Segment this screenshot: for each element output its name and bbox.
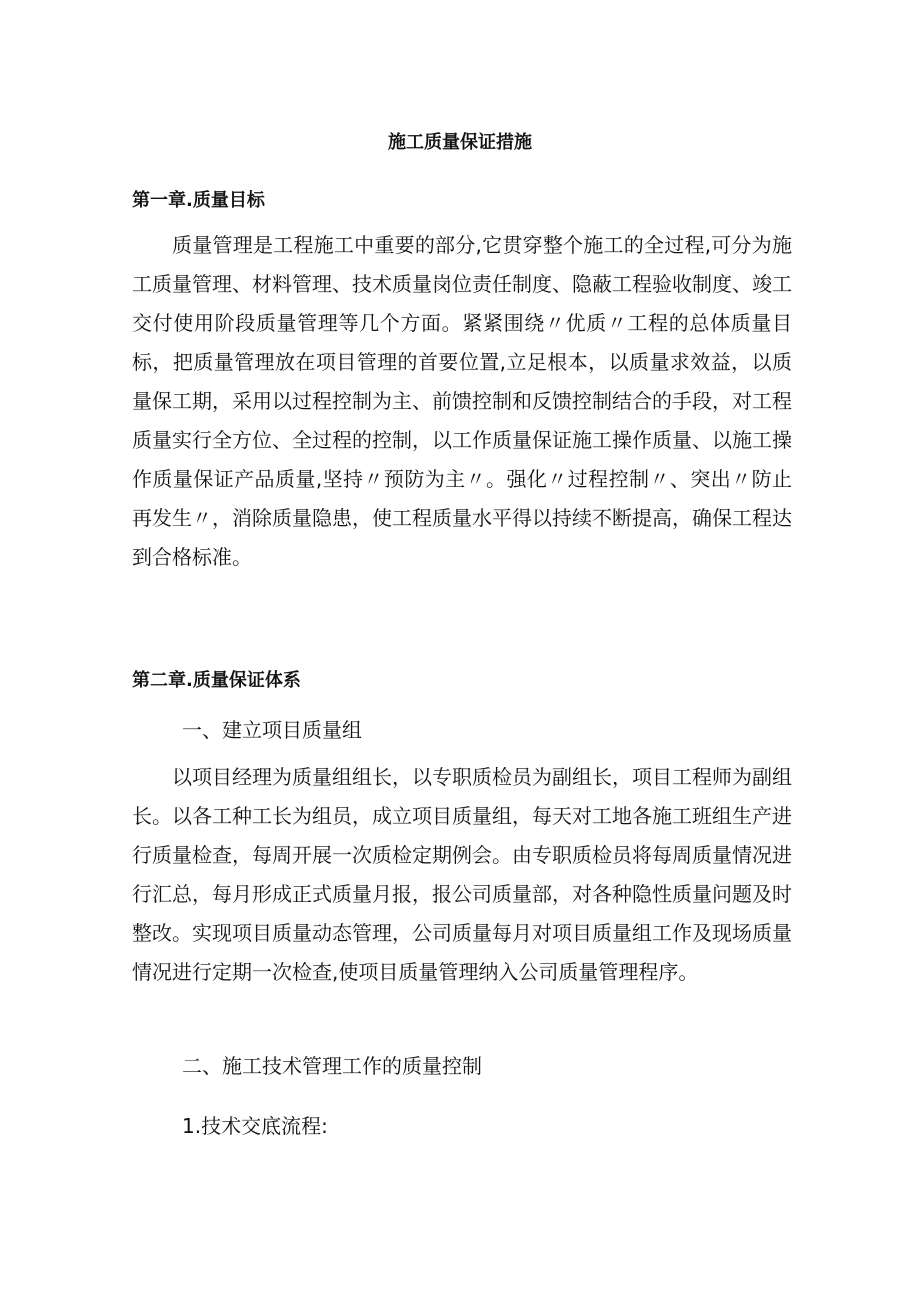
chapter-2-heading: 第二章.质量保证体系 (132, 670, 301, 691)
section-1-heading: 一、建立项目质量组 (182, 718, 362, 742)
chapter-1-heading: 第一章.质量目标 (132, 190, 265, 211)
document-title: 施工质量保证措施 (388, 132, 532, 153)
section-1-paragraph: 以项目经理为质量组组长，以专职质检员为副组长，项目工程师为副组长。以各工种工长为组员，成立项目质量组，每天对工地各施工班组生产进行质量检查，每周开展一次质检定期例会。由专职质检员将每周质量情况进行汇总，每月形成正式质量月报，报公司质量部，对各种隐性质量问题及时整改。实现项目质量动态管理，公司质量每月对项目质量组工作及现场质量情况进行定期一次检查,使项目质量管理纳入公司质量管理程序。 (132, 765, 792, 984)
section-2-heading: 二、施工技术管理工作的质量控制 (182, 1054, 482, 1078)
chapter-1-paragraph: 质量管理是工程施工中重要的部分,它贯穿整个施工的全过程,可分为施工质量管理、材料管理、技术质量岗位责任制度、隐蔽工程验收制度、竣工交付使用阶段质量管理等几个方面。紧紧围绕〃优质〃工程的总体质量目标，把质量管理放在项目管理的首要位置,立足根本，以质量求效益，以质量保工期，采用以过程控制为主、前馈控制和反馈控制结合的手段，对工程质量实行全方位、全过程的控制，以工作质量保证施工操作质量、以施工操作质量保证产品质量,坚持〃预防为主〃。强化〃过程控制〃、突出〃防止再发生〃，消除质量隐患，使工程质量水平得以持续不断提高，确保工程达到合格标准。 (132, 233, 792, 569)
section-2-item-1: 1.技术交底流程: (182, 1114, 328, 1138)
